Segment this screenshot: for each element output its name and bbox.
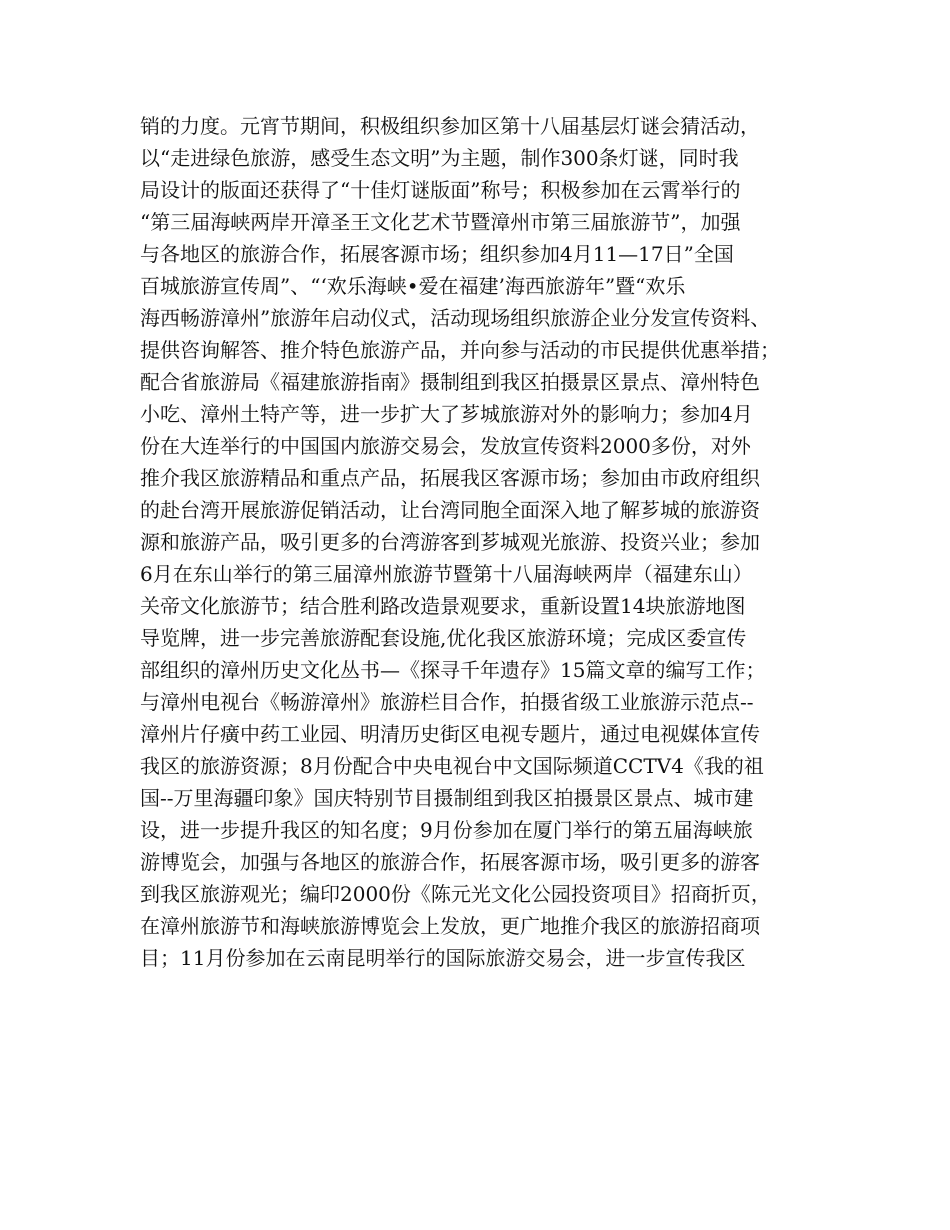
text-line: 目；11月份参加在云南昆明举行的国际旅游交易会，进一步宣传我区 [140,946,746,970]
text-line: 部组织的漳州历史文化丛书—《探寻千年遗存》15篇文章的编写工作； [140,658,766,682]
body-text [140,110,840,974]
text-line: 游博览会，加强与各地区的旅游合作，拓展客源市场，吸引更多的游客 [140,850,760,874]
text-line: 份在大连举行的中国国内旅游交易会，发放宣传资料2000多份，对外 [140,434,751,458]
text-line: 与漳州电视台《畅游漳州》旅游栏目合作，拍摄省级工业旅游示范点-- [140,690,754,714]
text-line: 关帝文化旅游节；结合胜利路改造景观要求，重新设置14块旅游地图 [140,594,746,618]
text-line: 到我区旅游观光；编印2000份《陈元光文化公园投资项目》招商折页， [140,882,771,906]
text-line: 提供咨询解答、推介特色旅游产品，并向参与活动的市民提供优惠举措； [140,338,780,362]
text-line: “第三届海峡两岸开漳圣王文化艺术节暨漳州市第三届旅游节”，加强 [140,210,741,234]
text-line: 局设计的版面还获得了“十佳灯谜版面”称号；积极参加在云霄举行的 [140,178,741,202]
text-line: 小吃、漳州土特产等，进一步扩大了芗城旅游对外的影响力；参加4月 [140,402,753,426]
text-line: 我区的旅游资源；8月份配合中央电视台中文国际频道CCTV4《我的祖 [140,754,764,778]
text-line: 推介我区旅游精品和重点产品，拓展我区客源市场；参加由市政府组织 [140,466,760,490]
text-line: 百城旅游宣传周”、“‘欢乐海峡•爱在福建’海西旅游年”暨“欢乐 [140,274,686,298]
text-line: 销的力度。元宵节期间，积极组织参加区第十八届基层灯谜会猜活动， [140,114,760,138]
text-line: 设，进一步提升我区的知名度；9月份参加在厦门举行的第五届海峡旅 [140,818,753,842]
text-line: 的赴台湾开展旅游促销活动，让台湾同胞全面深入地了解芗城的旅游资 [140,498,760,522]
text-line: 在漳州旅游节和海峡旅游博览会上发放，更广地推介我区的旅游招商项 [140,914,760,938]
text-line: 海西畅游漳州”旅游年启动仪式，活动现场组织旅游企业分发宣传资料、 [140,306,771,330]
text-line: 源和旅游产品，吸引更多的台湾游客到芗城观光旅游、投资兴业；参加 [140,530,760,554]
text-line: 以“走进绿色旅游，感受生态文明”为主题，制作300条灯谜，同时我 [140,146,739,170]
text-line: 配合省旅游局《福建旅游指南》摄制组到我区拍摄景区景点、漳州特色 [140,370,760,394]
text-line: 导览牌，进一步完善旅游配套设施,优化我区旅游环境；完成区委宣传 [140,626,747,650]
text-line: 与各地区的旅游合作，拓展客源市场；组织参加4月11—17日”全国 [140,242,734,266]
text-line: 6月在东山举行的第三届漳州旅游节暨第十八届海峡两岸（福建东山） [140,562,753,586]
text-line: 国--万里海疆印象》国庆特别节目摄制组到我区拍摄景区景点、城市建 [140,786,754,810]
text-line: 漳州片仔癀中药工业园、明清历史街区电视专题片，通过电视媒体宣传 [140,722,760,746]
